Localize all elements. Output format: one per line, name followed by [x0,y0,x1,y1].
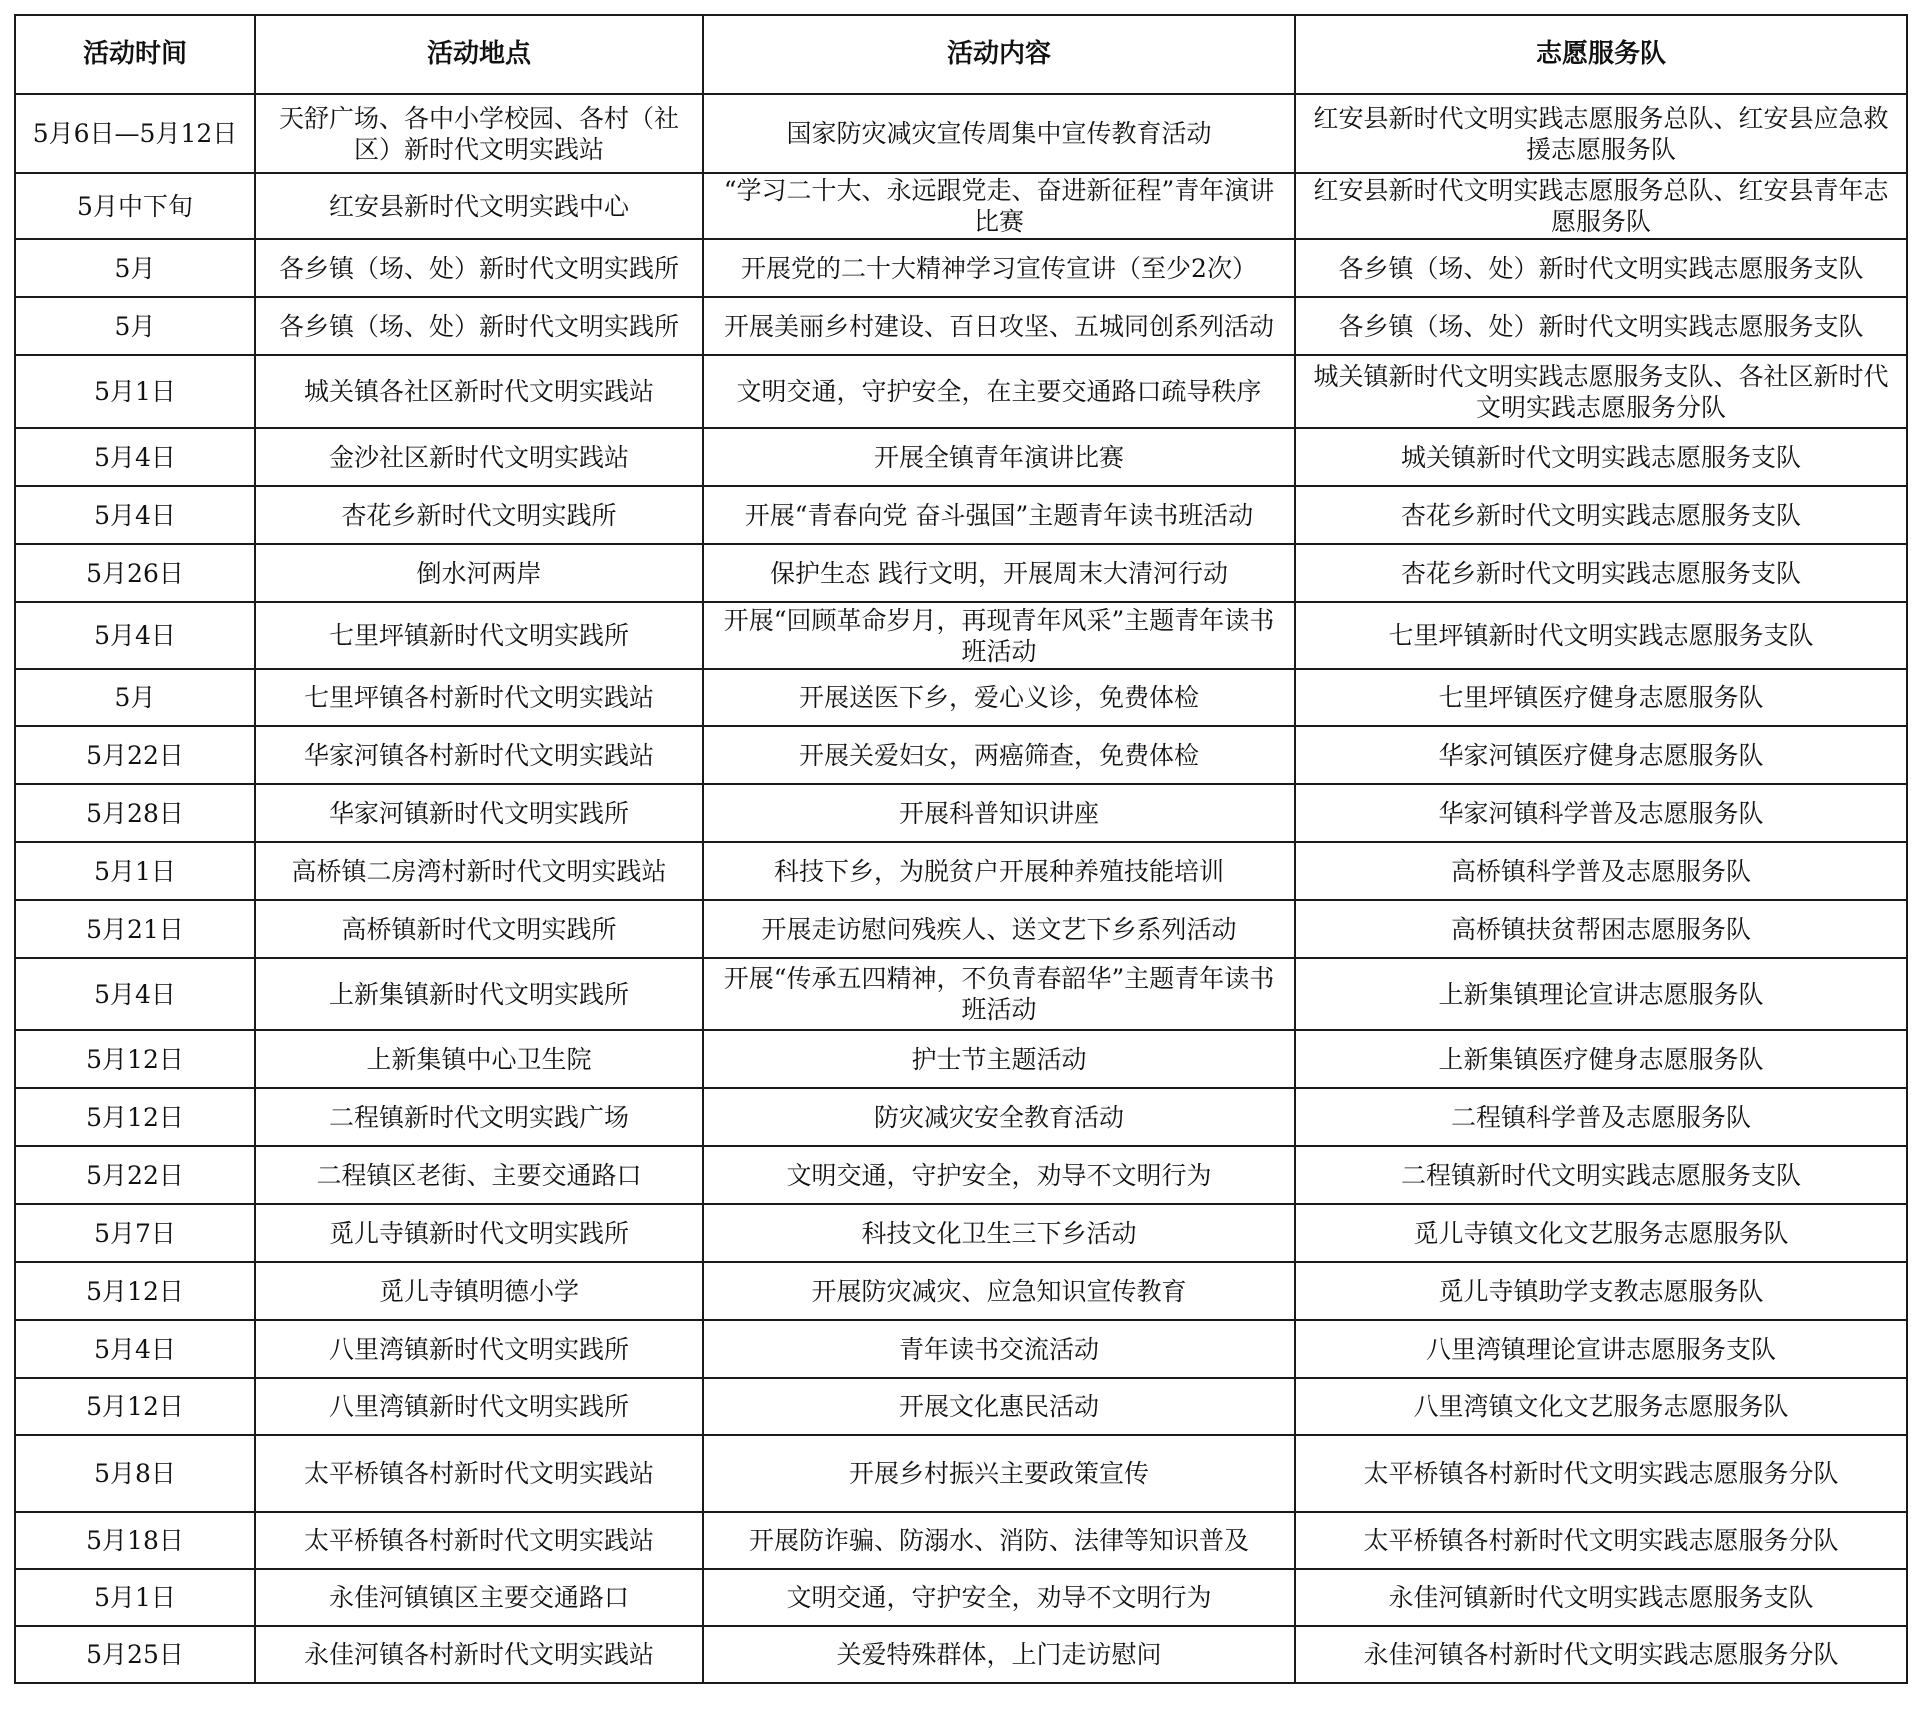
table-row [15,173,1907,239]
table-row [15,669,1907,726]
cell-location: 华家河镇新时代文明实践所 [255,784,703,842]
table-row [15,1146,1907,1204]
cell-location: 八里湾镇新时代文明实践所 [255,1320,703,1378]
table-row [15,486,1907,544]
table-header-row [15,15,1907,94]
cell-location: 永佳河镇镇区主要交通路口 [255,1569,703,1626]
cell-time: 5月22日 [15,1146,255,1204]
cell-location: 二程镇新时代文明实践广场 [255,1088,703,1146]
cell-location: 太平桥镇各村新时代文明实践站 [255,1435,703,1512]
cell-time: 5月26日 [15,544,255,602]
cell-time: 5月 [15,669,255,726]
cell-time: 5月25日 [15,1626,255,1683]
cell-content: 开展关爱妇女，两癌筛查，免费体检 [703,726,1295,784]
table-row [15,1320,1907,1378]
table-row [15,428,1907,486]
cell-content: 开展送医下乡，爱心义诊，免费体检 [703,669,1295,726]
cell-location: 各乡镇（场、处）新时代文明实践所 [255,239,703,297]
cell-time: 5月4日 [15,428,255,486]
cell-time: 5月4日 [15,486,255,544]
table-row [15,1262,1907,1320]
table-row [15,355,1907,428]
table-row [15,784,1907,842]
cell-content: 开展防灾减灾、应急知识宣传教育 [703,1262,1295,1320]
cell-location: 高桥镇新时代文明实践所 [255,900,703,958]
cell-time: 5月4日 [15,958,255,1030]
cell-team: 杏花乡新时代文明实践志愿服务支队 [1295,486,1907,544]
cell-content: 开展科普知识讲座 [703,784,1295,842]
cell-location: 城关镇各社区新时代文明实践站 [255,355,703,428]
cell-location: 红安县新时代文明实践中心 [255,173,703,239]
table-row [15,1204,1907,1262]
cell-team: 城关镇新时代文明实践志愿服务支队 [1295,428,1907,486]
cell-content: 开展“回顾革命岁月，再现青年风采”主题青年读书班活动 [703,602,1295,669]
cell-time: 5月1日 [15,1569,255,1626]
cell-team: 七里坪镇新时代文明实践志愿服务支队 [1295,602,1907,669]
cell-location: 华家河镇各村新时代文明实践站 [255,726,703,784]
cell-team: 永佳河镇新时代文明实践志愿服务支队 [1295,1569,1907,1626]
table-row [15,602,1907,669]
cell-content: 防灾减灾安全教育活动 [703,1088,1295,1146]
table-row [15,1030,1907,1088]
cell-content: 开展走访慰问残疾人、送文艺下乡系列活动 [703,900,1295,958]
cell-time: 5月28日 [15,784,255,842]
cell-content: 文明交通，守护安全，在主要交通路口疏导秩序 [703,355,1295,428]
cell-team: 太平桥镇各村新时代文明实践志愿服务分队 [1295,1512,1907,1569]
cell-content: 开展文化惠民活动 [703,1378,1295,1435]
cell-team: 城关镇新时代文明实践志愿服务支队、各社区新时代文明实践志愿服务分队 [1295,355,1907,428]
cell-team: 觅儿寺镇助学支教志愿服务队 [1295,1262,1907,1320]
cell-time: 5月22日 [15,726,255,784]
activity-schedule-table [14,14,1908,1684]
cell-team: 觅儿寺镇文化文艺服务志愿服务队 [1295,1204,1907,1262]
cell-location: 各乡镇（场、处）新时代文明实践所 [255,297,703,355]
cell-content: 开展乡村振兴主要政策宣传 [703,1435,1295,1512]
header-activity-content: 活动内容 [703,15,1295,94]
cell-time: 5月 [15,239,255,297]
cell-time: 5月6日—5月12日 [15,94,255,173]
cell-location: 天舒广场、各中小学校园、各村（社区）新时代文明实践站 [255,94,703,173]
cell-location: 太平桥镇各村新时代文明实践站 [255,1512,703,1569]
cell-team: 太平桥镇各村新时代文明实践志愿服务分队 [1295,1435,1907,1512]
cell-team: 高桥镇科学普及志愿服务队 [1295,842,1907,900]
cell-time: 5月12日 [15,1262,255,1320]
cell-time: 5月21日 [15,900,255,958]
table-row [15,1435,1907,1512]
cell-content: 开展美丽乡村建设、百日攻坚、五城同创系列活动 [703,297,1295,355]
header-volunteer-team: 志愿服务队 [1295,15,1907,94]
cell-content: “学习二十大、永远跟党走、奋进新征程”青年演讲比赛 [703,173,1295,239]
cell-time: 5月中下旬 [15,173,255,239]
table-row [15,1512,1907,1569]
cell-team: 各乡镇（场、处）新时代文明实践志愿服务支队 [1295,297,1907,355]
cell-location: 二程镇区老街、主要交通路口 [255,1146,703,1204]
cell-location: 上新集镇中心卫生院 [255,1030,703,1088]
cell-content: 开展全镇青年演讲比赛 [703,428,1295,486]
cell-location: 七里坪镇各村新时代文明实践站 [255,669,703,726]
cell-location: 高桥镇二房湾村新时代文明实践站 [255,842,703,900]
table-row [15,900,1907,958]
table-row [15,297,1907,355]
cell-team: 华家河镇科学普及志愿服务队 [1295,784,1907,842]
cell-content: 青年读书交流活动 [703,1320,1295,1378]
cell-team: 上新集镇理论宣讲志愿服务队 [1295,958,1907,1030]
cell-content: 开展“传承五四精神，不负青春韶华”主题青年读书班活动 [703,958,1295,1030]
cell-time: 5月4日 [15,602,255,669]
cell-location: 永佳河镇各村新时代文明实践站 [255,1626,703,1683]
cell-time: 5月 [15,297,255,355]
activity-schedule-table-wrapper [14,14,1906,1684]
cell-time: 5月1日 [15,842,255,900]
cell-team: 各乡镇（场、处）新时代文明实践志愿服务支队 [1295,239,1907,297]
cell-team: 二程镇科学普及志愿服务队 [1295,1088,1907,1146]
cell-content: 开展“青春向党 奋斗强国”主题青年读书班活动 [703,486,1295,544]
table-row [15,544,1907,602]
cell-content: 开展防诈骗、防溺水、消防、法律等知识普及 [703,1512,1295,1569]
cell-content: 护士节主题活动 [703,1030,1295,1088]
table-row [15,1626,1907,1683]
table-row [15,239,1907,297]
cell-content: 科技下乡，为脱贫户开展种养殖技能培训 [703,842,1295,900]
cell-time: 5月12日 [15,1030,255,1088]
cell-location: 七里坪镇新时代文明实践所 [255,602,703,669]
cell-content: 开展党的二十大精神学习宣传宣讲（至少2次） [703,239,1295,297]
cell-location: 觅儿寺镇新时代文明实践所 [255,1204,703,1262]
table-row [15,726,1907,784]
cell-time: 5月12日 [15,1378,255,1435]
cell-location: 八里湾镇新时代文明实践所 [255,1378,703,1435]
cell-time: 5月4日 [15,1320,255,1378]
cell-time: 5月7日 [15,1204,255,1262]
table-row [15,958,1907,1030]
header-activity-time: 活动时间 [15,15,255,94]
table-row [15,842,1907,900]
cell-content: 保护生态 践行文明，开展周末大清河行动 [703,544,1295,602]
cell-team: 八里湾镇理论宣讲志愿服务支队 [1295,1320,1907,1378]
cell-time: 5月12日 [15,1088,255,1146]
table-row [15,1088,1907,1146]
cell-time: 5月18日 [15,1512,255,1569]
cell-content: 国家防灾减灾宣传周集中宣传教育活动 [703,94,1295,173]
cell-team: 上新集镇医疗健身志愿服务队 [1295,1030,1907,1088]
table-row [15,1569,1907,1626]
cell-team: 永佳河镇各村新时代文明实践志愿服务分队 [1295,1626,1907,1683]
table-row [15,94,1907,173]
cell-team: 杏花乡新时代文明实践志愿服务支队 [1295,544,1907,602]
cell-content: 文明交通，守护安全，劝导不文明行为 [703,1146,1295,1204]
cell-content: 关爱特殊群体，上门走访慰问 [703,1626,1295,1683]
cell-content: 科技文化卫生三下乡活动 [703,1204,1295,1262]
table-row [15,1378,1907,1435]
cell-location: 金沙社区新时代文明实践站 [255,428,703,486]
cell-team: 红安县新时代文明实践志愿服务总队、红安县青年志愿服务队 [1295,173,1907,239]
cell-team: 红安县新时代文明实践志愿服务总队、红安县应急救援志愿服务队 [1295,94,1907,173]
cell-team: 高桥镇扶贫帮困志愿服务队 [1295,900,1907,958]
cell-location: 杏花乡新时代文明实践所 [255,486,703,544]
header-activity-location: 活动地点 [255,15,703,94]
cell-team: 七里坪镇医疗健身志愿服务队 [1295,669,1907,726]
cell-content: 文明交通，守护安全，劝导不文明行为 [703,1569,1295,1626]
cell-location: 觅儿寺镇明德小学 [255,1262,703,1320]
cell-time: 5月1日 [15,355,255,428]
cell-team: 八里湾镇文化文艺服务志愿服务队 [1295,1378,1907,1435]
cell-location: 上新集镇新时代文明实践所 [255,958,703,1030]
cell-time: 5月8日 [15,1435,255,1512]
cell-team: 二程镇新时代文明实践志愿服务支队 [1295,1146,1907,1204]
cell-location: 倒水河两岸 [255,544,703,602]
cell-team: 华家河镇医疗健身志愿服务队 [1295,726,1907,784]
